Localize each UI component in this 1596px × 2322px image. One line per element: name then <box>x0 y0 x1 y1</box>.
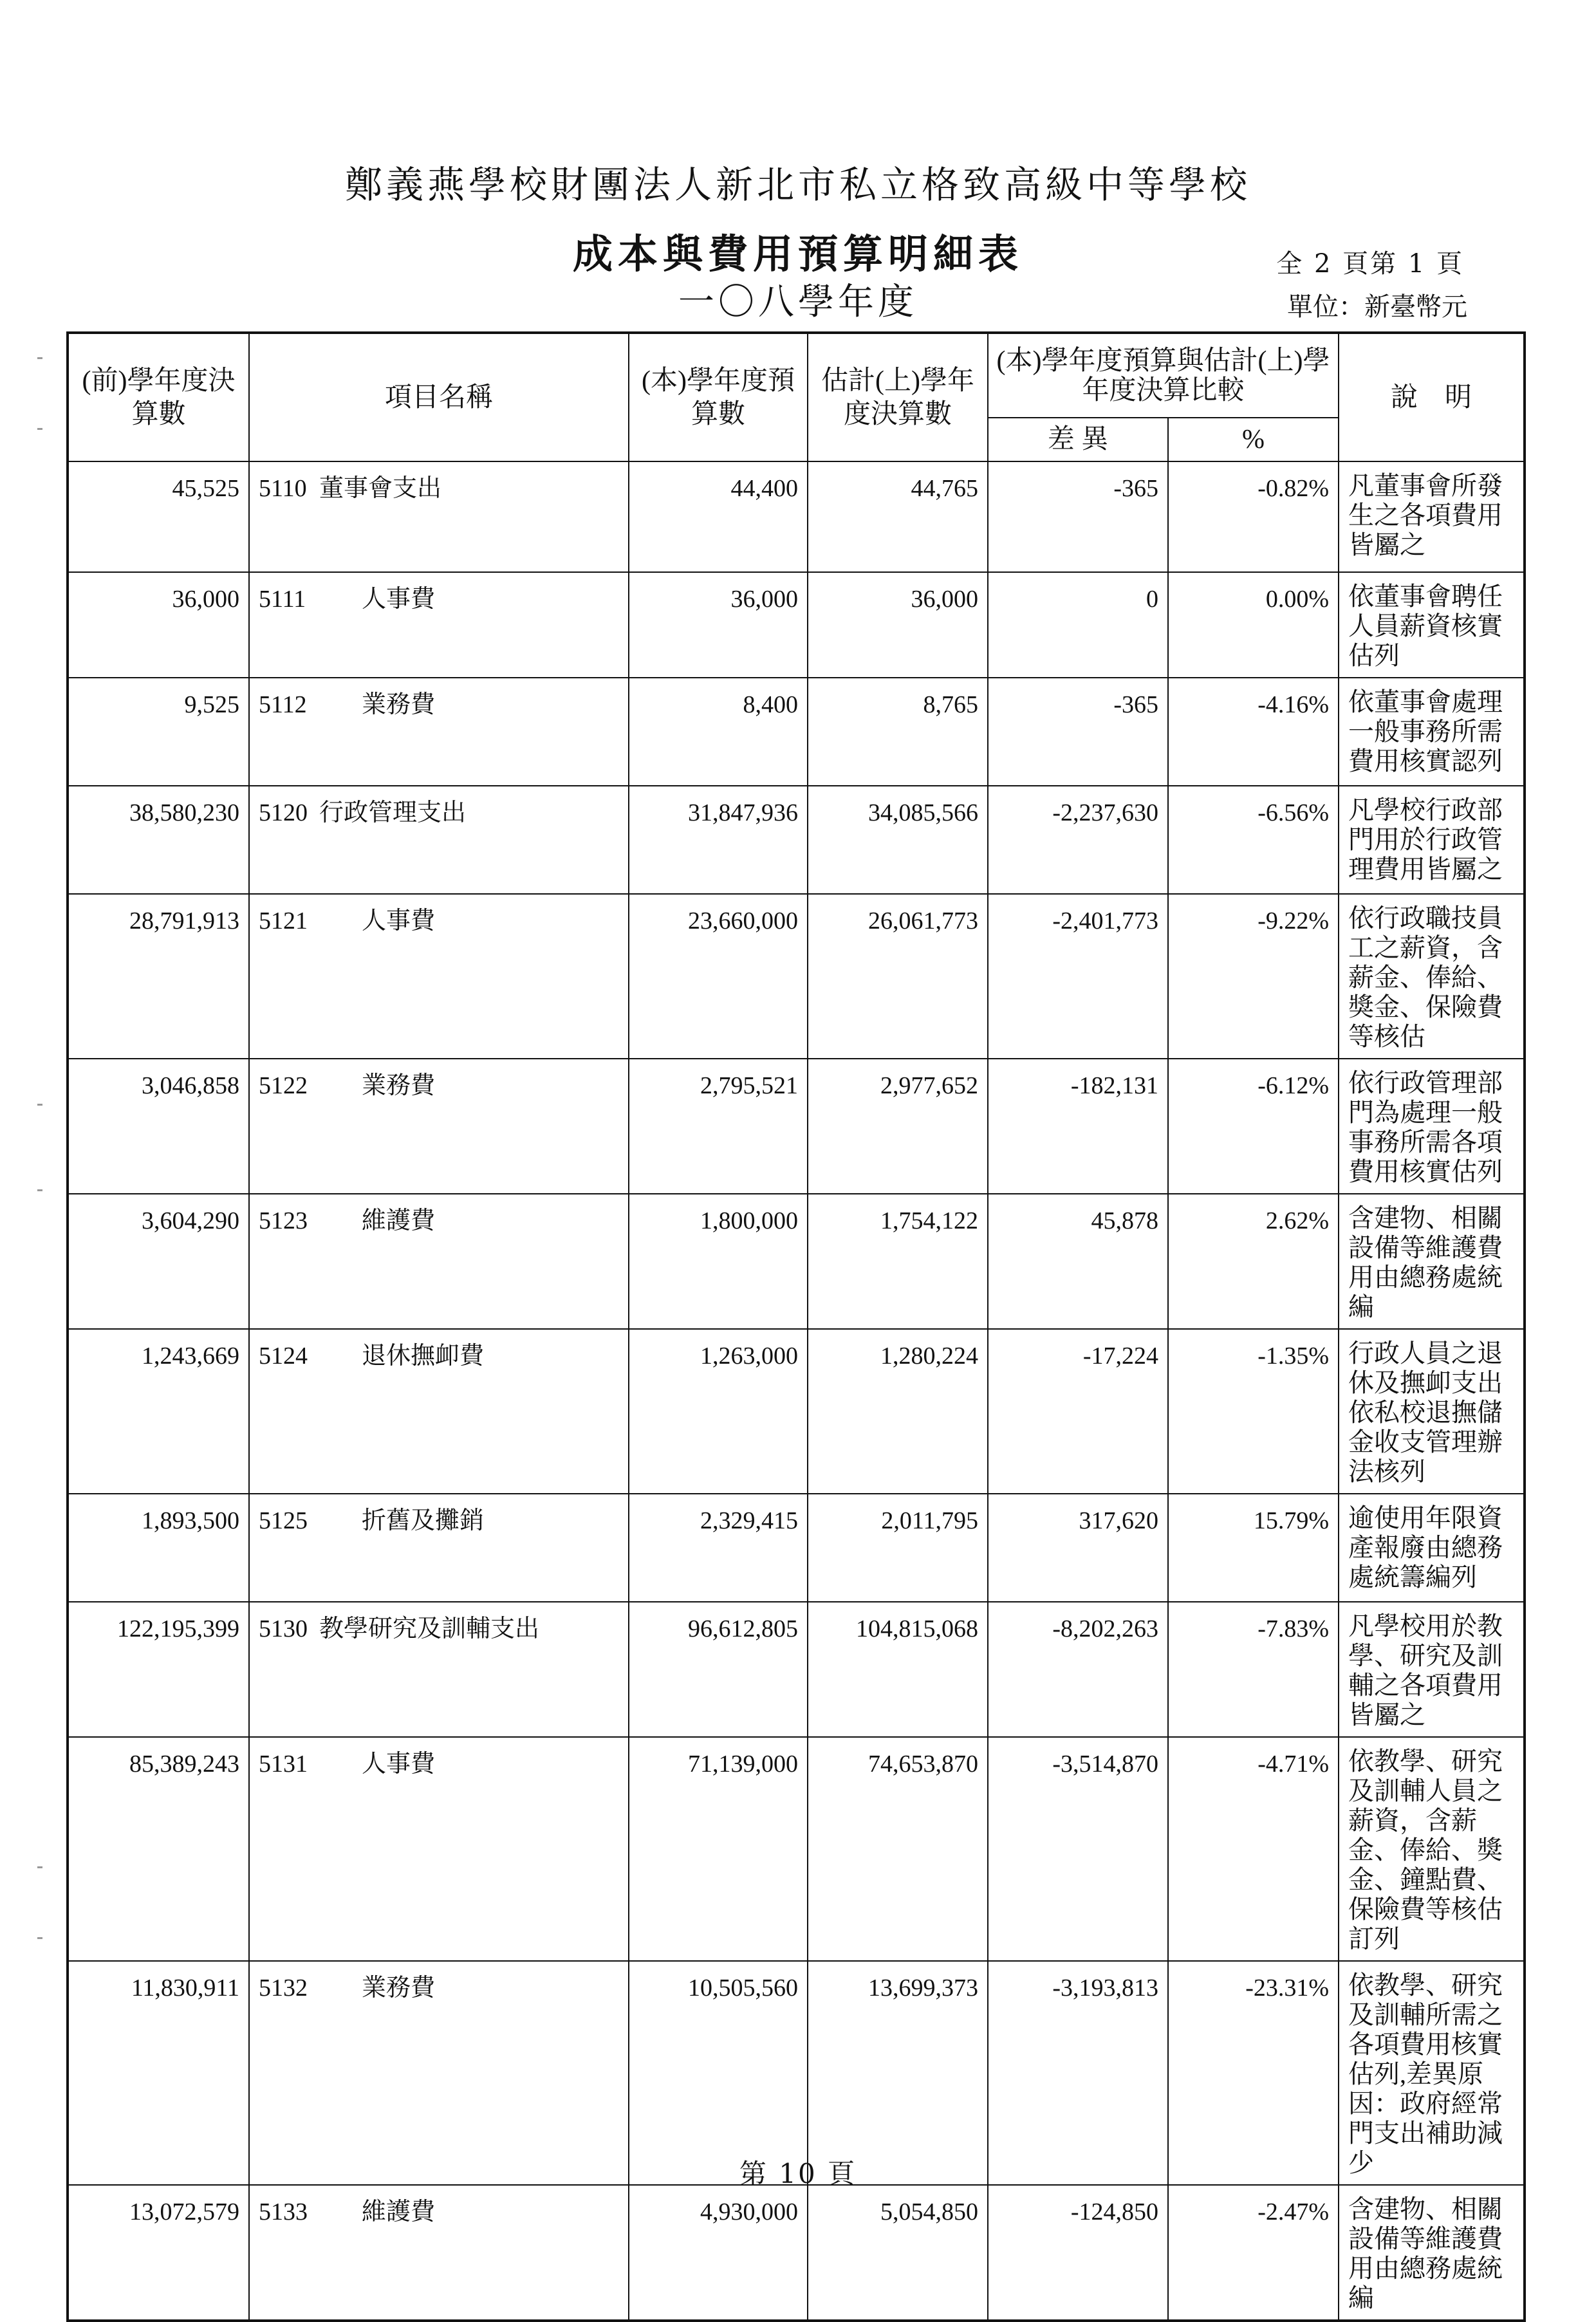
table-row <box>68 2185 1525 2321</box>
est-prev-actual-cell: 74,653,870 <box>808 1737 988 1961</box>
account-code-cell: 5120 <box>249 786 310 894</box>
percent-cell: -7.83% <box>1168 1602 1339 1737</box>
table-row <box>68 1737 1525 1961</box>
page-title: 成本與費用預算明細表 <box>572 230 1023 277</box>
difference-cell: -8,202,263 <box>988 1602 1168 1737</box>
header-prev-actual: (前)學年度決算數 <box>68 333 249 461</box>
description-cell: 含建物、相關設備等維護費用由總務處統編 <box>1339 1194 1525 1329</box>
est-prev-actual-cell: 36,000 <box>808 572 988 678</box>
item-name-cell: 教學研究及訓輔支出 <box>310 1602 629 1737</box>
current-budget-cell: 10,505,560 <box>629 1961 808 2185</box>
percent-cell: 0.00% <box>1168 572 1339 678</box>
description-cell: 依董事會處理一般事務所需費用核實認列 <box>1339 678 1525 786</box>
table-row <box>68 1329 1525 1494</box>
prev-actual-cell: 1,243,669 <box>68 1329 249 1494</box>
difference-cell: 0 <box>988 572 1168 678</box>
difference-cell: -17,224 <box>988 1329 1168 1494</box>
est-prev-actual-cell: 13,699,373 <box>808 1961 988 2185</box>
current-budget-cell: 71,139,000 <box>629 1737 808 1961</box>
table-body <box>68 461 1525 2321</box>
percent-cell: 15.79% <box>1168 1494 1339 1602</box>
item-name-cell: 人事費 <box>310 1737 629 1961</box>
current-budget-cell: 8,400 <box>629 678 808 786</box>
description-cell: 依教學、研究及訓輔所需之各項費用核實估列,差異原因：政府經常門支出補助減少 <box>1339 1961 1525 2185</box>
current-budget-cell: 96,612,805 <box>629 1602 808 1737</box>
description-cell: 依教學、研究及訓輔人員之薪資，含薪金、俸給、獎金、鐘點費、保險費等核估訂列 <box>1339 1737 1525 1961</box>
current-budget-cell: 1,800,000 <box>629 1194 808 1329</box>
description-cell: 凡學校用於教學、研究及訓輔之各項費用皆屬之 <box>1339 1602 1525 1737</box>
difference-cell: -3,193,813 <box>988 1961 1168 2185</box>
current-budget-cell: 44,400 <box>629 461 808 572</box>
description-cell: 凡學校行政部門用於行政管理費用皆屬之 <box>1339 786 1525 894</box>
percent-cell: 2.62% <box>1168 1194 1339 1329</box>
current-budget-cell: 36,000 <box>629 572 808 678</box>
current-budget-cell: 2,329,415 <box>629 1494 808 1602</box>
account-code-cell: 5123 <box>249 1194 310 1329</box>
item-name-cell: 行政管理支出 <box>310 786 629 894</box>
percent-cell: -4.16% <box>1168 678 1339 786</box>
est-prev-actual-cell: 44,765 <box>808 461 988 572</box>
fiscal-year: 一〇八學年度 <box>678 281 918 323</box>
account-code-cell: 5110 <box>249 461 310 572</box>
current-budget-cell: 31,847,936 <box>629 786 808 894</box>
description-cell: 含建物、相關設備等維護費用由總務處統編 <box>1339 2185 1525 2321</box>
table-header <box>68 333 1525 461</box>
current-budget-cell: 1,263,000 <box>629 1329 808 1494</box>
est-prev-actual-cell: 104,815,068 <box>808 1602 988 1737</box>
difference-cell: -365 <box>988 461 1168 572</box>
item-name-cell: 維護費 <box>310 2185 629 2321</box>
est-prev-actual-cell: 2,011,795 <box>808 1494 988 1602</box>
description-cell: 依行政管理部門為處理一般事務所需各項費用核實估列 <box>1339 1059 1525 1194</box>
account-code-cell: 5125 <box>249 1494 310 1602</box>
percent-cell: -4.71% <box>1168 1737 1339 1961</box>
prev-actual-cell: 1,893,500 <box>68 1494 249 1602</box>
account-code-cell: 5132 <box>249 1961 310 2185</box>
item-name-cell: 人事費 <box>310 894 629 1059</box>
table-row <box>68 678 1525 786</box>
prev-actual-cell: 85,389,243 <box>68 1737 249 1961</box>
prev-actual-cell: 3,604,290 <box>68 1194 249 1329</box>
est-prev-actual-cell: 2,977,652 <box>808 1059 988 1194</box>
prev-actual-cell: 13,072,579 <box>68 2185 249 2321</box>
page-info: 全 2 頁第 1 頁 <box>1276 249 1464 279</box>
item-name-cell: 董事會支出 <box>310 461 629 572</box>
item-name-cell: 維護費 <box>310 1194 629 1329</box>
account-code-cell: 5124 <box>249 1329 310 1494</box>
current-budget-cell: 4,930,000 <box>629 2185 808 2321</box>
est-prev-actual-cell: 5,054,850 <box>808 2185 988 2321</box>
header-est-prev-actual: 估計(上)學年度決算數 <box>808 333 988 461</box>
table-row <box>68 894 1525 1059</box>
table-row <box>68 461 1525 572</box>
est-prev-actual-cell: 1,754,122 <box>808 1194 988 1329</box>
organization-name: 鄭義燕學校財團法人新北市私立格致高級中等學校 <box>344 163 1251 207</box>
difference-cell: -124,850 <box>988 2185 1168 2321</box>
account-code-cell: 5122 <box>249 1059 310 1194</box>
difference-cell: -2,237,630 <box>988 786 1168 894</box>
current-budget-cell: 23,660,000 <box>629 894 808 1059</box>
prev-actual-cell: 28,791,913 <box>68 894 249 1059</box>
difference-cell: 45,878 <box>988 1194 1168 1329</box>
table-row <box>68 1961 1525 2185</box>
account-code-cell: 5133 <box>249 2185 310 2321</box>
difference-cell: 317,620 <box>988 1494 1168 1602</box>
percent-cell: -1.35% <box>1168 1329 1339 1494</box>
prev-actual-cell: 38,580,230 <box>68 786 249 894</box>
description-cell: 逾使用年限資產報廢由總務處統籌編列 <box>1339 1494 1525 1602</box>
page-number: 第 10 頁 <box>739 2158 857 2189</box>
table-row <box>68 1602 1525 1737</box>
header-item-name: 項目名稱 <box>249 333 629 461</box>
percent-cell: -23.31% <box>1168 1961 1339 2185</box>
account-code-cell: 5131 <box>249 1737 310 1961</box>
percent-cell: -2.47% <box>1168 2185 1339 2321</box>
item-name-cell: 業務費 <box>310 1059 629 1194</box>
est-prev-actual-cell: 34,085,566 <box>808 786 988 894</box>
account-code-cell: 5130 <box>249 1602 310 1737</box>
table-row <box>68 1494 1525 1602</box>
est-prev-actual-cell: 8,765 <box>808 678 988 786</box>
description-cell: 依行政職技員工之薪資，含薪金、俸給、獎金、保險費等核估 <box>1339 894 1525 1059</box>
percent-cell: -9.22% <box>1168 894 1339 1059</box>
account-code-cell: 5121 <box>249 894 310 1059</box>
difference-cell: -365 <box>988 678 1168 786</box>
percent-cell: -6.12% <box>1168 1059 1339 1194</box>
est-prev-actual-cell: 1,280,224 <box>808 1329 988 1494</box>
prev-actual-cell: 36,000 <box>68 572 249 678</box>
header-difference: 差 異 <box>988 418 1168 461</box>
budget-table <box>66 331 1526 2322</box>
header-comparison: (本)學年度預算與估計(上)學年度決算比較 <box>988 333 1339 418</box>
table-row <box>68 1059 1525 1194</box>
description-cell: 凡董事會所發生之各項費用皆屬之 <box>1339 461 1525 572</box>
account-code-cell: 5112 <box>249 678 310 786</box>
difference-cell: -182,131 <box>988 1059 1168 1194</box>
difference-cell: -2,401,773 <box>988 894 1168 1059</box>
prev-actual-cell: 9,525 <box>68 678 249 786</box>
item-name-cell: 人事費 <box>310 572 629 678</box>
est-prev-actual-cell: 26,061,773 <box>808 894 988 1059</box>
description-cell: 行政人員之退休及撫卹支出依私校退撫儲金收支管理辦法核列 <box>1339 1329 1525 1494</box>
header-description: 說 明 <box>1339 333 1525 461</box>
currency-unit: 單位：新臺幣元 <box>1287 292 1467 322</box>
header-current-budget: (本)學年度預算數 <box>629 333 808 461</box>
table-row <box>68 1194 1525 1329</box>
header-percent: % <box>1168 418 1339 461</box>
prev-actual-cell: 122,195,399 <box>68 1602 249 1737</box>
difference-cell: -3,514,870 <box>988 1737 1168 1961</box>
percent-cell: -6.56% <box>1168 786 1339 894</box>
prev-actual-cell: 3,046,858 <box>68 1059 249 1194</box>
table-row <box>68 572 1525 678</box>
item-name-cell: 折舊及攤銷 <box>310 1494 629 1602</box>
item-name-cell: 業務費 <box>310 678 629 786</box>
prev-actual-cell: 45,525 <box>68 461 249 572</box>
prev-actual-cell: 11,830,911 <box>68 1961 249 2185</box>
current-budget-cell: 2,795,521 <box>629 1059 808 1194</box>
table-row <box>68 786 1525 894</box>
item-name-cell: 業務費 <box>310 1961 629 2185</box>
item-name-cell: 退休撫卹費 <box>310 1329 629 1494</box>
percent-cell: -0.82% <box>1168 461 1339 572</box>
description-cell: 依董事會聘任人員薪資核實估列 <box>1339 572 1525 678</box>
account-code-cell: 5111 <box>249 572 310 678</box>
